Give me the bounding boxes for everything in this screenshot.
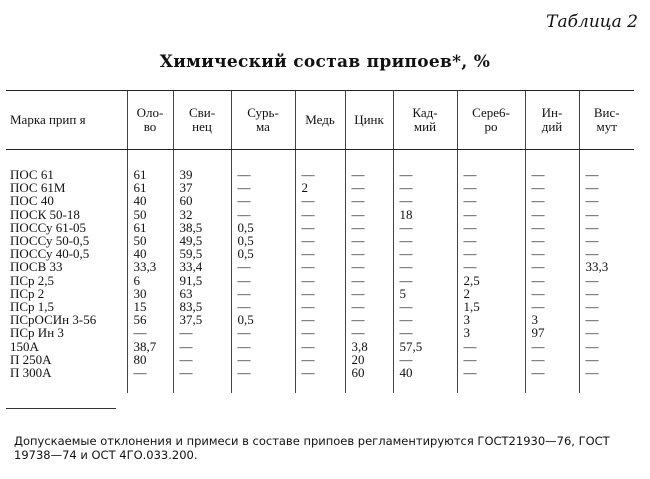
composition-cell: — xyxy=(345,181,393,194)
composition-cell: 83,5 xyxy=(173,300,231,313)
composition-cell: — xyxy=(231,181,295,194)
composition-cell: — xyxy=(579,326,634,339)
composition-cell: 57,5 xyxy=(393,340,457,353)
table-header-row xyxy=(6,91,634,150)
composition-cell: 40 xyxy=(393,366,457,393)
composition-cell: 33,3 xyxy=(579,260,634,273)
column-header-label: ма xyxy=(256,119,270,134)
composition-cell: — xyxy=(295,150,345,182)
column-header-label: Сере6- xyxy=(472,105,510,120)
composition-cell: — xyxy=(525,274,579,287)
solder-grade-cell: П 300А xyxy=(10,365,52,381)
page-title: Химический состав припоев*, % xyxy=(159,52,491,72)
column-header-label: мий xyxy=(413,119,437,134)
composition-cell: 91,5 xyxy=(173,274,231,287)
composition-cell: — xyxy=(393,326,457,339)
composition-cell: — xyxy=(579,221,634,234)
column-header-label: Цинк xyxy=(354,112,384,127)
composition-cell: — xyxy=(345,287,393,300)
composition-cell: 37 xyxy=(173,181,231,194)
column-header xyxy=(345,91,393,150)
column-header-label: Сви- xyxy=(188,105,216,120)
composition-cell: — xyxy=(457,353,525,366)
column-header-label: Ин- xyxy=(541,105,563,120)
column-header-label: Кад- xyxy=(412,105,438,120)
composition-cell: — xyxy=(345,313,393,326)
composition-cell: 5 xyxy=(393,287,457,300)
composition-cell: — xyxy=(393,274,457,287)
composition-cell: — xyxy=(231,340,295,353)
solder-grade-cell: ПОСК 50-18 xyxy=(10,206,80,222)
composition-cell: 2 xyxy=(295,181,345,194)
solder-composition-table xyxy=(6,90,634,393)
composition-cell: 80 xyxy=(127,353,173,366)
composition-cell: 40 xyxy=(127,247,173,260)
composition-cell: — xyxy=(295,247,345,260)
solder-grade-cell: ПОС 61 xyxy=(10,167,54,182)
column-header xyxy=(173,91,231,150)
column-header-label: ро xyxy=(484,119,498,134)
composition-cell: — xyxy=(579,366,634,393)
composition-cell: — xyxy=(393,353,457,366)
composition-cell: 40 xyxy=(127,194,173,207)
composition-cell: — xyxy=(579,150,634,182)
composition-cell: — xyxy=(231,260,295,273)
composition-cell: 56 xyxy=(127,313,173,326)
column-header-label: дий xyxy=(541,119,563,134)
footnote-rule xyxy=(6,408,116,409)
composition-cell: 50 xyxy=(127,208,173,221)
column-header xyxy=(525,91,579,150)
composition-cell: 60 xyxy=(345,366,393,393)
composition-cell: 15 xyxy=(127,300,173,313)
composition-cell: — xyxy=(579,313,634,326)
composition-cell: — xyxy=(579,208,634,221)
table-row xyxy=(6,300,634,313)
composition-cell: 0,5 xyxy=(231,234,295,247)
table-row xyxy=(6,274,634,287)
composition-cell: — xyxy=(295,194,345,207)
column-header xyxy=(579,91,634,150)
composition-cell: — xyxy=(231,300,295,313)
solder-grade-cell: ПОССу 50-0,5 xyxy=(10,233,90,249)
composition-cell: — xyxy=(579,353,634,366)
solder-grade-cell: ПОССу 61-05 xyxy=(10,219,87,235)
composition-cell: — xyxy=(231,287,295,300)
composition-cell: — xyxy=(457,340,525,353)
composition-cell: — xyxy=(525,353,579,366)
solder-grade-cell: ПСр 2 xyxy=(10,285,45,301)
composition-cell: — xyxy=(525,208,579,221)
composition-cell: — xyxy=(345,326,393,339)
composition-cell: — xyxy=(393,234,457,247)
composition-cell: 0,5 xyxy=(231,221,295,234)
composition-cell: 63 xyxy=(173,287,231,300)
column-header xyxy=(231,91,295,150)
composition-cell: — xyxy=(457,247,525,260)
column-header-label: Вис- xyxy=(593,105,620,120)
solder-grade-cell: ПОСВ 33 xyxy=(10,259,63,275)
composition-cell: — xyxy=(345,234,393,247)
solder-grade-cell: П 250А xyxy=(10,351,52,367)
composition-cell: — xyxy=(525,181,579,194)
composition-cell: — xyxy=(345,208,393,221)
composition-cell: — xyxy=(173,353,231,366)
composition-cell: — xyxy=(579,340,634,353)
composition-cell: 3,8 xyxy=(345,340,393,353)
composition-cell: — xyxy=(457,194,525,207)
footnote: Допускаемые отклонения и примеси в составе припоев регламентируются ГОСТ21930—76, ГОСТ 19738—74 и ОСТ 4ГО.033.200. xyxy=(14,434,610,462)
composition-cell: 50 xyxy=(127,234,173,247)
composition-cell: — xyxy=(393,221,457,234)
composition-cell: — xyxy=(525,150,579,182)
composition-cell: — xyxy=(345,194,393,207)
composition-cell: — xyxy=(127,326,173,339)
composition-cell: — xyxy=(127,366,173,393)
composition-cell: — xyxy=(295,287,345,300)
composition-cell: — xyxy=(295,366,345,393)
composition-cell: — xyxy=(457,208,525,221)
composition-cell: — xyxy=(393,181,457,194)
table-row xyxy=(6,208,634,221)
solder-grade-cell: ПСр 2,5 xyxy=(10,272,55,288)
composition-cell: — xyxy=(457,260,525,273)
table-row xyxy=(6,326,634,339)
composition-cell: 0,5 xyxy=(231,247,295,260)
composition-cell: — xyxy=(393,313,457,326)
composition-cell: — xyxy=(173,340,231,353)
table-row xyxy=(6,366,634,393)
composition-cell: 38,5 xyxy=(173,221,231,234)
column-header-label: мут xyxy=(596,119,617,134)
composition-cell: 3 xyxy=(457,326,525,339)
composition-cell: — xyxy=(579,234,634,247)
column-header-label: во xyxy=(143,119,157,134)
solder-grade-cell: ПОС 61М xyxy=(10,180,66,196)
composition-cell: 39 xyxy=(173,150,231,182)
column-header-label: Сурь- xyxy=(247,105,279,120)
composition-cell: — xyxy=(525,300,579,313)
composition-cell: 20 xyxy=(345,353,393,366)
composition-cell: — xyxy=(579,274,634,287)
table-label: Таблица 2 xyxy=(546,12,638,32)
composition-cell: 33,4 xyxy=(173,260,231,273)
composition-cell: — xyxy=(295,340,345,353)
composition-cell: — xyxy=(231,326,295,339)
composition-cell: — xyxy=(579,194,634,207)
composition-cell: — xyxy=(579,300,634,313)
composition-cell: — xyxy=(231,353,295,366)
composition-cell: 59,5 xyxy=(173,247,231,260)
composition-cell: 49,5 xyxy=(173,234,231,247)
column-header xyxy=(127,91,173,150)
composition-cell: — xyxy=(457,366,525,393)
composition-cell: 30 xyxy=(127,287,173,300)
composition-cell: 61 xyxy=(127,221,173,234)
composition-cell: — xyxy=(393,247,457,260)
composition-cell: — xyxy=(295,260,345,273)
table-row xyxy=(6,150,634,182)
column-header xyxy=(295,91,345,150)
table-row xyxy=(6,260,634,273)
solder-grade-cell: 150А xyxy=(10,338,39,354)
table-row xyxy=(6,340,634,353)
solder-grade-cell: ПОССу 40-0,5 xyxy=(10,246,90,262)
composition-cell: 38,7 xyxy=(127,340,173,353)
column-header-label: нец xyxy=(192,119,212,134)
composition-cell: — xyxy=(295,300,345,313)
composition-cell: — xyxy=(457,150,525,182)
composition-cell: — xyxy=(345,247,393,260)
composition-cell: — xyxy=(393,260,457,273)
composition-cell: — xyxy=(295,313,345,326)
composition-cell: 18 xyxy=(393,208,457,221)
composition-cell: — xyxy=(231,274,295,287)
composition-cell: — xyxy=(579,247,634,260)
composition-cell: 32 xyxy=(173,208,231,221)
table-row xyxy=(6,194,634,207)
composition-cell: — xyxy=(457,181,525,194)
solder-grade-cell: ПСр Ин 3 xyxy=(10,325,64,341)
composition-cell: — xyxy=(295,221,345,234)
column-header-label: Оло- xyxy=(136,105,164,120)
composition-cell: — xyxy=(231,194,295,207)
column-header xyxy=(393,91,457,150)
composition-cell: — xyxy=(295,234,345,247)
composition-cell: 2,5 xyxy=(457,274,525,287)
composition-cell: — xyxy=(295,353,345,366)
composition-cell: 33,3 xyxy=(127,260,173,273)
composition-cell: — xyxy=(345,300,393,313)
composition-cell: — xyxy=(579,181,634,194)
composition-cell: — xyxy=(345,221,393,234)
composition-cell: — xyxy=(525,247,579,260)
composition-cell: 2 xyxy=(457,287,525,300)
column-header-label: Медь xyxy=(305,112,335,127)
composition-cell: — xyxy=(295,274,345,287)
composition-cell: 97 xyxy=(525,326,579,339)
composition-cell: — xyxy=(231,208,295,221)
column-header xyxy=(6,91,127,150)
column-header-label: Марка прип я xyxy=(10,112,86,127)
composition-cell: — xyxy=(525,366,579,393)
composition-cell: 61 xyxy=(127,181,173,194)
composition-cell: — xyxy=(525,340,579,353)
composition-cell: 3 xyxy=(525,313,579,326)
column-header xyxy=(457,91,525,150)
composition-cell: 37,5 xyxy=(173,313,231,326)
solder-grade-cell: ПСрОСИн 3-56 xyxy=(10,312,97,328)
composition-cell: 6 xyxy=(127,274,173,287)
composition-cell: — xyxy=(525,194,579,207)
composition-cell: — xyxy=(173,366,231,393)
composition-cell: — xyxy=(231,150,295,182)
composition-cell: — xyxy=(579,287,634,300)
composition-cell: — xyxy=(525,221,579,234)
composition-cell: — xyxy=(525,234,579,247)
composition-cell: 0,5 xyxy=(231,313,295,326)
composition-cell: — xyxy=(295,326,345,339)
composition-cell: — xyxy=(345,260,393,273)
composition-cell: 1,5 xyxy=(457,300,525,313)
composition-cell: — xyxy=(457,234,525,247)
composition-cell: 60 xyxy=(173,194,231,207)
composition-cell: — xyxy=(345,274,393,287)
solder-grade-cell: ПСр 1,5 xyxy=(10,299,55,315)
composition-cell: — xyxy=(457,221,525,234)
composition-cell: 61 xyxy=(127,150,173,182)
composition-cell: — xyxy=(525,287,579,300)
composition-cell: — xyxy=(295,208,345,221)
composition-cell: 3 xyxy=(457,313,525,326)
composition-cell: — xyxy=(393,150,457,182)
solder-grade-cell: ПОС 40 xyxy=(10,193,54,209)
composition-cell: — xyxy=(393,194,457,207)
composition-cell: — xyxy=(345,150,393,182)
composition-cell: — xyxy=(173,326,231,339)
composition-cell: — xyxy=(525,260,579,273)
composition-cell: — xyxy=(231,366,295,393)
composition-cell: — xyxy=(393,300,457,313)
